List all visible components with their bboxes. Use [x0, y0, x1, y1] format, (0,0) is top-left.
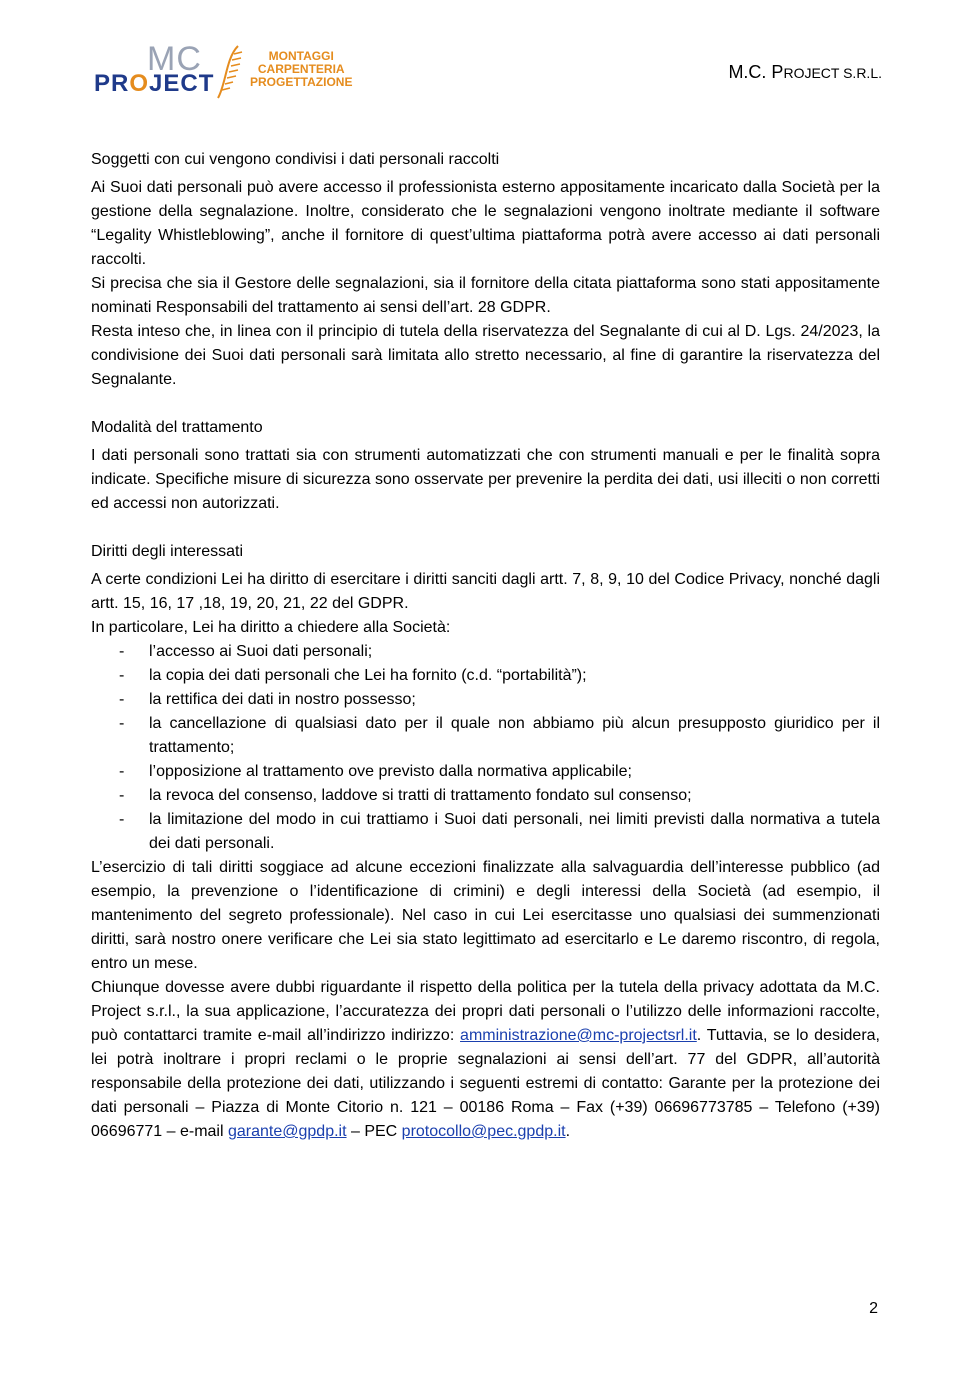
document-body [91, 148, 880, 1144]
logo-mc-text: MC [147, 40, 202, 78]
paragraph: A certe condizioni Lei ha diritto di esercitare i diritti sanciti dagli artt. 7, 8, 9, 10 del Codice Privacy, nonché dagli artt. 15, 16, 17 ,18, 19, 20, 21, 22 del GDPR. [91, 571, 880, 612]
pec-link-protocollo[interactable]: protocollo@pec.gpdp.it [401, 1123, 566, 1140]
email-link-amministrazione[interactable]: amministrazione@mc-projectsrl.it [460, 1027, 697, 1044]
list-item: - la rettifica dei dati in nostro possesso; [91, 688, 880, 712]
page-header [92, 40, 882, 110]
gear-icon: O [129, 70, 150, 97]
list-item: - la copia dei dati personali che Lei ha fornito (c.d. “portabilità”); [91, 664, 880, 688]
list-item: - l’accesso ai Suoi dati personali; [91, 640, 880, 664]
section-title-soggetti: Soggetti con cui vengono condivisi i dati personali raccolti [91, 151, 500, 168]
list-item: - la revoca del consenso, laddove si tratti di trattamento fondato sul consenso; [91, 784, 880, 808]
company-logo [92, 40, 362, 100]
paragraph-contacts: Chiunque dovesse avere dubbi riguardante il rispetto della politica per la tutela della privacy adottata da M.C. Project s.r.l., la sua applicazione, l’accuratezza dei propri dati personali o l’utilizzo delle informazioni raccolte, può contattarci tramite e-mail all’indirizzo indirizzo: amministrazione@mc-projectsrl.it. Tuttavia, se lo desidera, lei potrà inoltrare i propri reclami o le proprie segnalazioni ai sensi dell’art. 77 del GDPR, all’autorità responsabile della protezione dei dati, utilizzando i seguenti estremi di contatto: Garante per la protezione dei dati personali – Piazza di Monte Citorio n. 121 – 00186 Roma – Fax (+39) 06696773785 – Telefono (+39) 06696771 – e-mail garante@gpdp.it – PEC protocollo@pec.gpdp.it. [91, 979, 880, 1140]
list-item: - la cancellazione di qualsiasi dato per il quale non abbiamo più alcun presupposto giuridico per il trattamento; [91, 712, 880, 760]
paragraph: Si precisa che sia il Gestore delle segnalazioni, sia il fornitore della citata piattaforma sono stati appositamente nominati Responsabili del trattamento ai sensi dell’art. 28 GDPR. [91, 275, 880, 316]
list-item: - l’opposizione al trattamento ove previsto dalla normativa applicabile; [91, 760, 880, 784]
rights-list [91, 640, 880, 856]
page-number: 2 [869, 1300, 878, 1317]
logo-project-text: PROJECT [94, 70, 215, 97]
logo-spine-icon [212, 44, 252, 100]
paragraph: In particolare, Lei ha diritto a chiedere alla Società: [91, 619, 451, 636]
paragraph: L’esercizio di tali diritti soggiace ad alcune eccezioni finalizzate alla salvaguardia dell’interesse pubblico (ad esempio, la prevenzione o l’identificazione di crimini) e degli interessi della Società (ad esempio, il mantenimento del segreto professionale). Nel caso in cui Lei esercitasse uno qualsiasi dei summenzionati diritti, sarà nostro onere verificare che Lei sia stato legittimato ad esercitarlo e Le daremo riscontro, di regola, entro un mese. [91, 859, 880, 972]
section-title-modalita: Modalità del trattamento [91, 419, 263, 436]
company-name: M.C. PROJECT S.R.L. [728, 62, 882, 82]
section-title-diritti: Diritti degli interessati [91, 543, 244, 560]
email-link-garante[interactable]: garante@gpdp.it [227, 1123, 347, 1140]
paragraph: I dati personali sono trattati sia con strumenti automatizzati che con strumenti manuali e per le finalità sopra indicate. Specifiche misure di sicurezza sono osservate per prevenire la perdita dei dati, usi illeciti o non corretti ed accessi non autorizzati. [91, 447, 880, 512]
logo-tagline: MONTAGGI CARPENTERIA PROGETTAZIONE [250, 49, 353, 89]
list-item: - la limitazione del modo in cui trattiamo i Suoi dati personali, nei limiti previsti dalla normativa a tutela dei dati personali. [91, 808, 880, 856]
paragraph: Resta inteso che, in linea con il principio di tutela della riservatezza del Segnalante di cui al D. Lgs. 24/2023, la condivisione dei Suoi dati personali sarà limitata allo stretto necessario, al fine di garantire la riservatezza del Segnalante. [91, 323, 880, 388]
paragraph: Ai Suoi dati personali può avere accesso il professionista esterno appositamente incaricato dalla Società per la gestione della segnalazione. Inoltre, considerato che le segnalazioni vengono inoltrate mediante il software “Legality Whistleblowing”, anche il fornitore di quest’ultima piattaforma potrà avere accesso ai dati personali raccolti. [91, 179, 880, 268]
